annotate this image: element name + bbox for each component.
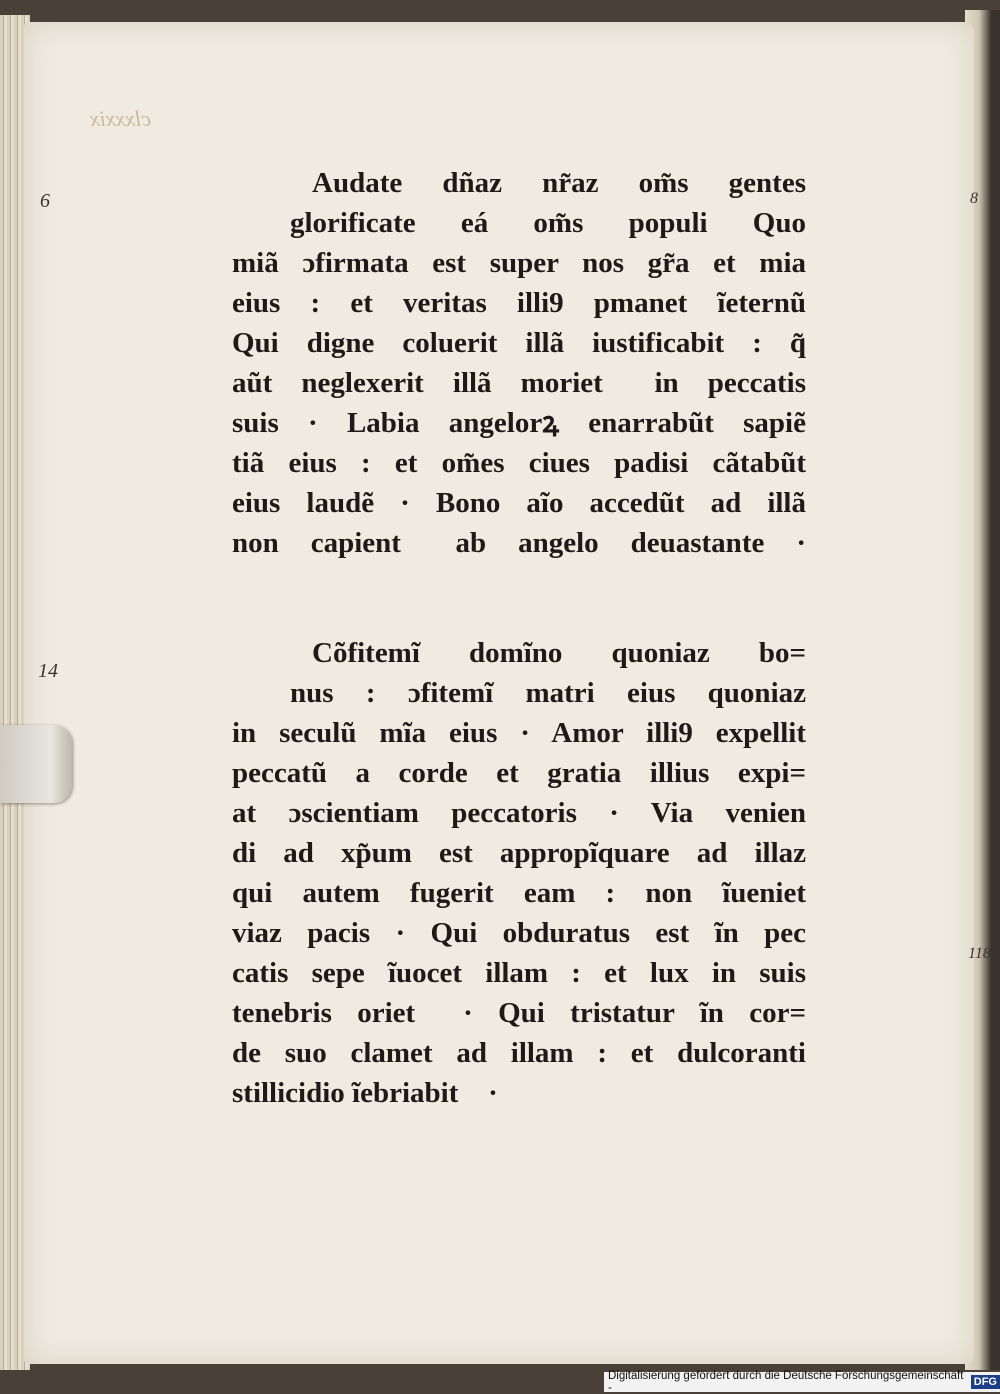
- paragraph-1: [232, 163, 806, 563]
- text-line: miã ɔfirmata est super nos gr̃a et mia: [232, 247, 806, 279]
- dfg-logo: DFG: [971, 1375, 1000, 1389]
- text-line: peccatũ a corde et gratia illius expi=: [232, 757, 806, 789]
- text-line: de suo clamet ad illam : et dulcoranti: [232, 1037, 806, 1069]
- text-line: stillicidio ĩebriabitᷣ ·: [232, 1077, 498, 1109]
- folio-number: clxxxix: [90, 106, 152, 131]
- footer-credit: [604, 1372, 1000, 1392]
- paragraph-2: [232, 633, 806, 1113]
- text-line: glorificate eá om̃s populi Quo: [290, 207, 806, 239]
- text-line: suis · Labia angelorꝝ enarrabũt sapiẽ: [232, 407, 806, 439]
- text-line: Qui digne coluerit illã iustificabit : q̃: [232, 327, 806, 359]
- text-line: Cõfitemĩ domĩno quoniaz bo=: [312, 637, 806, 669]
- margin-note: 6: [40, 190, 50, 212]
- margin-note: 118: [968, 945, 991, 962]
- text-line: di ad xp̃um est appropĩquare ad illaz: [232, 837, 806, 869]
- text-line: tenebris orietᷣ · Qui tristatur ĩn cor=: [232, 997, 806, 1029]
- text-line: eius laudẽ · Bono aĩo accedũt ad illã: [232, 487, 806, 519]
- text-line: qui autem fugerit eam : non ĩueniet: [232, 877, 806, 909]
- page-clip: [0, 725, 72, 803]
- text-line: non capientᷣ ab angelo deuastante ·: [232, 527, 806, 559]
- text-line: at ɔscientiam peccatoris · Via venien: [232, 797, 806, 829]
- margin-note: 14: [38, 660, 58, 682]
- text-line: tiã eius : et om̃es ciues padisi cãtabũt: [232, 447, 806, 479]
- margin-note: 8: [970, 190, 978, 207]
- text-line: Audate dñaz nr̃az om̃s gentes: [312, 167, 806, 199]
- text-line: eius : et veritas illi9 pmanet ĩeternũ: [232, 287, 806, 319]
- footer-text: Digitalisierung gefördert durch die Deutsche Forschungsgemeinschaft -: [608, 1370, 964, 1394]
- text-line: catis sepe ĩuocet illam : et lux in suis: [232, 957, 806, 989]
- text-line: in seculũ mĩa eius · Amor illi9 expellit: [232, 717, 806, 749]
- text-line: nus : ɔfitemĩ matri eius quoniaz: [290, 677, 806, 709]
- text-line: aũt neglexerit illã morietᷣ in peccatis: [232, 367, 806, 399]
- text-line: viaz pacis · Qui obduratus est ĩn pec: [232, 917, 806, 949]
